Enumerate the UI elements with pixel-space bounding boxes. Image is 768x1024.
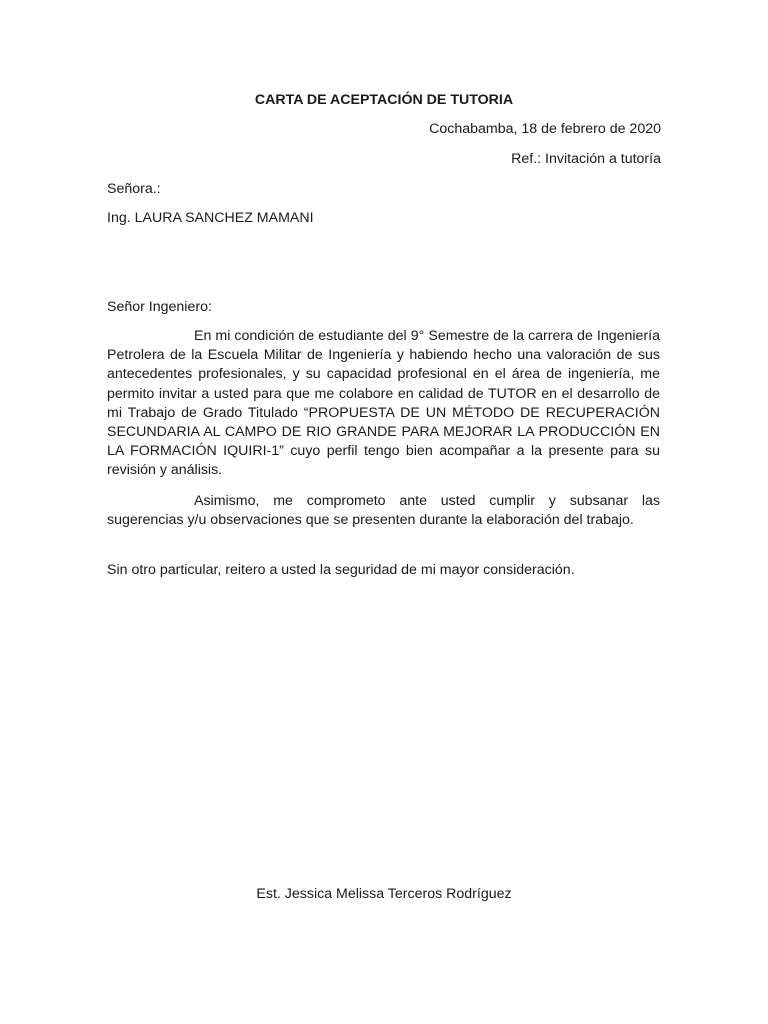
paragraph-1-text: En mi condición de estudiante del 9° Semestre de la carrera de Ingeniería Petrolera de la Escuela Militar de Ingeniería y habiendo hecho una valoración de sus antecedentes profesionales, y su capacidad profesional en el área de ingeniería, me permito invitar a usted para que me colabore en calidad de TUTOR en el desarrollo de mi Trabajo de Grado Titulado “PROPUESTA DE UN MÉTODO DE RECUPERACIÓN SECUNDARIA AL CAMPO DE RIO GRANDE PARA MEJORAR LA PRODUCCIÓN EN LA FORMACIÓN IQUIRI-1” cuyo perfil tengo bien acompañar a la presente para su revisión y análisis. (107, 328, 660, 479)
signature-name: Est. Jessica Melissa Terceros Rodríguez (256, 886, 512, 902)
paragraph-2-text: Asimismo, me comprometo ante usted cumplir y subsanar las sugerencias y/u observaciones que se presenten durante la elaboración del trabajo. (107, 493, 660, 529)
reference-line: Ref.: Invitación a tutoría (511, 151, 661, 167)
body-paragraph-2 (107, 492, 660, 530)
closing-line: Sin otro particular, reitero a usted la seguridad de mi mayor consideración. (107, 562, 575, 578)
date-line: Cochabamba, 18 de febrero de 2020 (429, 121, 661, 137)
greeting: Señor Ingeniero: (107, 299, 212, 315)
recipient-name: Ing. LAURA SANCHEZ MAMANI (107, 210, 314, 226)
body-paragraph-1 (107, 327, 660, 481)
salutation-to: Señora.: (107, 181, 161, 197)
letter-title: CARTA DE ACEPTACIÓN DE TUTORIA (254, 92, 514, 108)
